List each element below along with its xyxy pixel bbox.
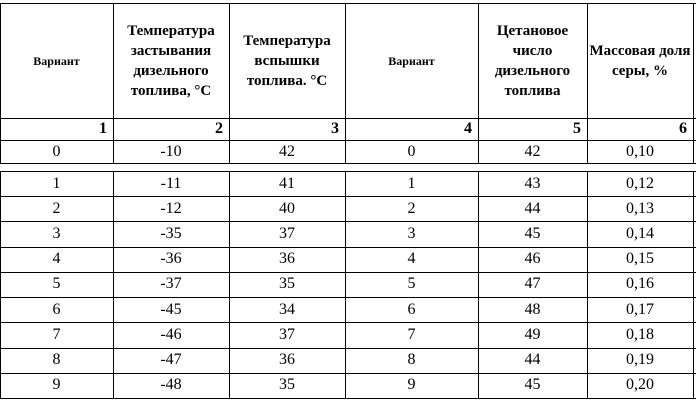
table-cell: -36 [160,250,182,268]
column-divider [0,3,1,163]
column-header: Вариант [33,53,80,68]
table-cell: 0 [52,142,61,160]
table-cell: 8 [52,351,61,369]
column-header: Массовая доля серы, % [589,42,691,79]
table-cell: 37 [279,325,295,343]
table-cell: -12 [160,199,182,217]
table-cell: 35 [279,376,295,394]
column-divider [478,171,479,398]
table-cell: 48 [524,300,541,318]
table-cell: -47 [160,351,182,369]
column-divider [693,171,694,398]
table-cell: 7 [52,325,61,343]
table-cell: 8 [407,351,416,369]
table-cell: -35 [160,225,182,243]
table-cell: 0,20 [626,376,654,394]
table-cell: 0,16 [626,275,654,293]
table-cell: 0,19 [626,351,654,369]
column-divider [587,171,588,398]
table-cell: 9 [52,376,61,394]
row-divider [0,348,696,349]
row-divider [0,118,696,119]
row-divider [0,196,696,197]
table-cell: 0,10 [626,142,654,160]
table-cell: 9 [407,376,416,394]
table-cell: 0,15 [626,250,654,268]
column-number: 2 [215,120,223,137]
column-number: 6 [679,120,687,137]
column-number: 1 [99,120,107,137]
table-cell: 3 [407,225,416,243]
table-cell: 4 [52,250,61,268]
table-cell: 46 [524,250,541,268]
row-divider [0,163,696,164]
table-cell: -37 [160,275,182,293]
table-cell: 1 [407,174,416,192]
table-cell: 49 [524,325,541,343]
column-number: 4 [464,120,472,137]
table-cell: 37 [279,225,295,243]
column-divider [229,3,230,163]
table-cell: 36 [279,351,295,369]
table-cell: 0,14 [626,225,654,243]
table-cell: 6 [407,300,416,318]
table-cell: 3 [52,225,61,243]
column-header: Температура вспышки топлива. °С [243,32,331,89]
table-cell: 42 [524,142,541,160]
column-divider [113,171,114,398]
column-divider [345,171,346,398]
table-cell: -11 [160,174,182,192]
table-cell: 44 [524,199,541,217]
row-divider [0,322,696,323]
column-divider [693,3,694,163]
table-cell: 1 [52,174,61,192]
table-cell: 47 [524,275,541,293]
column-divider [478,3,479,163]
table-cell: 0 [407,142,416,160]
table-cell: 2 [52,199,61,217]
column-number: 3 [331,120,339,137]
row-divider [0,221,696,222]
row-divider [0,247,696,248]
table-cell: 35 [279,275,295,293]
row-divider [0,373,696,374]
column-divider [0,171,1,398]
table-cell: 4 [407,250,416,268]
table-cell: 5 [52,275,61,293]
table-cell: 7 [407,325,416,343]
row-divider [0,398,696,399]
table-cell: 0,17 [626,300,654,318]
table-cell: 45 [524,225,541,243]
table-cell: 34 [279,300,295,318]
row-divider [0,3,696,4]
table-cell: -46 [160,325,182,343]
column-divider [113,3,114,163]
column-divider [229,171,230,398]
table-cell: 44 [524,351,541,369]
column-header: Вариант [388,53,435,68]
column-divider [587,3,588,163]
table-cell: 36 [279,250,295,268]
table-cell: 40 [279,199,295,217]
table-cell: 43 [524,174,541,192]
table-cell: -45 [160,300,182,318]
column-divider [345,3,346,163]
table-cell: 2 [407,199,416,217]
row-divider [0,297,696,298]
table-cell: 6 [52,300,61,318]
table-cell: 42 [279,142,295,160]
column-number: 5 [573,120,581,137]
table-cell: 41 [279,174,295,192]
row-divider [0,171,696,172]
row-divider [0,272,696,273]
row-divider [0,140,696,141]
column-header: Цетановое число дизельного топлива [494,22,571,99]
table-cell: 0,13 [626,199,654,217]
table-cell: 0,12 [626,174,654,192]
table-cell: 0,18 [626,325,654,343]
table-cell: 45 [524,376,541,394]
column-header: Температура застывания дизельного топлива, °С [127,22,215,99]
table-cell: -48 [160,376,182,394]
table-cell: 5 [407,275,416,293]
table-cell: -10 [160,142,182,160]
